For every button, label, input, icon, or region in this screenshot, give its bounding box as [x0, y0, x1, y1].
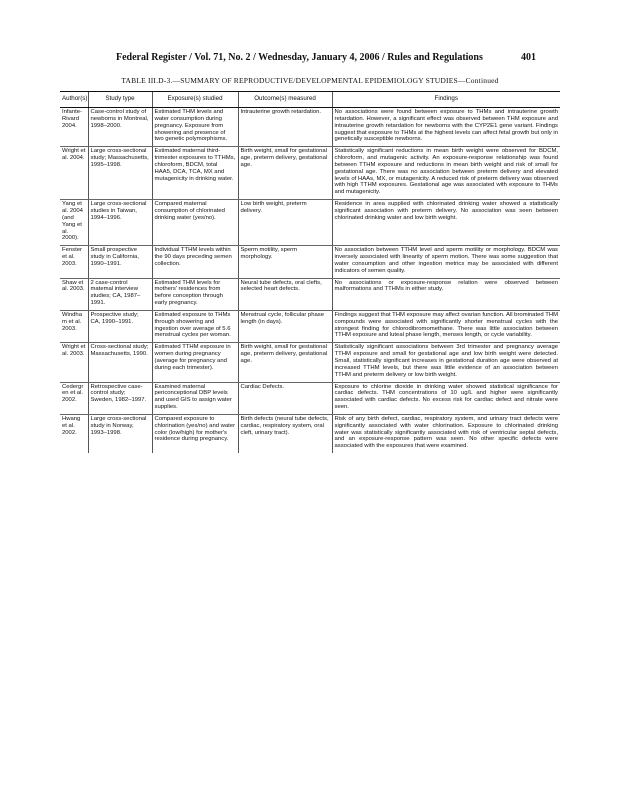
cell-outcome: Birth defects (neural tube defects, cardiac, respiratory system, oral cleft, urinary tract). [238, 414, 332, 453]
cell-author: Fenster et al. 2003. [60, 246, 88, 278]
table-row [60, 147, 560, 200]
cell-findings: Statistically significant associations between 3rd trimester and pregnancy average TTHM exposure and small for gestational age and low birth weight were detected. Small, statistically significant increases in gestational duration age were observed at increased TTHM levels, but there was little evidence of an association between TTHM and preterm delivery or low birth weight. [332, 343, 560, 382]
cell-findings: Exposure to chlorine dioxide in drinking water showed statistical significance for cardiac defects. THM concentrations of 10 ug/L and higher were significantly associated with cardiac defects. No excess risk for cardiac defect and nitrate were seen. [332, 382, 560, 414]
cell-findings: No associations or exposure-response relation were observed between malformations and TTHMs in either study. [332, 278, 560, 310]
cell-outcome: Cardiac Defects. [238, 382, 332, 414]
running-title: Federal Register / Vol. 71, No. 2 / Wednesday, January 4, 2006 / Rules and Regulations [116, 52, 483, 63]
cell-findings: Residence in area supplied with chlorinated drinking water showed a statistically significant association with preterm delivery. No association was seen between chlorinated drinking water and low birth weight. [332, 200, 560, 246]
column-header-exposure: Exposure(s) studied [152, 92, 238, 108]
cell-exposure: Estimated TTHM exposure in women during pregnancy (average for pregnancy and during each trimester). [152, 343, 238, 382]
cell-exposure: Compared maternal consumption of chlorinated drinking water (yes/no). [152, 200, 238, 246]
column-header-outcome: Outcome(s) measured [238, 92, 332, 108]
summary-table [60, 91, 560, 453]
cell-findings: No associations were found between exposure to THMs and intrauterine growth retardation. However, a significant effect was observed between THM exposure and intrauterine growth retardation for newborns with the CYP2E1 gene variant. Findings suggest that exposure to THMs at the highest levels can affect fetal growth but only in genetically susceptible newborns. [332, 108, 560, 147]
page-number: 401 [521, 52, 536, 63]
cell-author: Cedergren et al. 2002. [60, 382, 88, 414]
cell-outcome: Neural tube defects, oral clefts, selected heart defects. [238, 278, 332, 310]
column-header-author: Author(s) [60, 92, 88, 108]
cell-outcome: Birth weight, small for gestational age, preterm delivery, gestational age. [238, 147, 332, 200]
cell-author: Hwang et al. 2002. [62, 415, 81, 436]
cell-exposure: Examined maternal periconceptional DBP levels and used GIS to assign water supplies. [152, 382, 238, 414]
table-row [60, 414, 560, 453]
table-row [60, 246, 560, 278]
table-row [60, 200, 560, 246]
cell-study-type: Cross-sectional study; Massachusetts, 1990. [88, 343, 152, 382]
table-row [60, 343, 560, 382]
table-row [60, 108, 560, 147]
table-header-row [60, 92, 560, 108]
table-row [60, 278, 560, 310]
table-caption: TABLE III.D-3.—SUMMARY OF REPRODUCTIVE/DEVELOPMENTAL EPIDEMIOLOGY STUDIES—Continued [121, 76, 499, 85]
cell-author: Yang et al. 2004 (and Yang et al. 2000). [60, 200, 88, 246]
cell-study-type: Large cross-sectional studies in Taiwan, 1994–1996. [88, 200, 152, 246]
running-header [0, 52, 618, 68]
cell-findings: No association between TTHM level and sperm motility or morphology. BDCM was inversely associated with linearity of sperm motion. There was some suggestion that water consumption and other ingestion metrics may be associated with different indicators of semen quality. [332, 246, 560, 278]
cell-study-type: 2 case-control matemal interview studies; CA, 1987–1991. [88, 278, 152, 310]
cell-study-type: Retrospective case-control study; Sweden, 1982–1997. [88, 382, 152, 414]
cell-study-type: Prospective study; CA, 1990–1991. [88, 310, 152, 342]
cell-author: Infante-Rivard 2004. [60, 108, 88, 147]
cell-author: Wright et al. 2004. [60, 147, 88, 200]
cell-study-type: Case-control study of newborns in Montreal, 1998–2000. [88, 108, 152, 147]
cell-exposure: Estimated THM levels and water consumption during pregnancy. Exposure from showering and presence of two genetic polymorphisms. [152, 108, 238, 147]
cell-findings: Findings suggest that THM exposure may affect ovarian function. All brominated THM compounds were associated with significantly shorter menstrual cycles with the strongest finding for chlorodibromomethane. There was little association between TTHM exposure and luteal phase length, menses length, or cycle variability. [332, 310, 560, 342]
cell-exposure: Individual TTHM levels within the 90 days preceding semen collection. [152, 246, 238, 278]
cell-outcome: Menstrual cycle, follicular phase length (in days). [238, 310, 332, 342]
cell-findings: Statistically significant reductions in mean birth weight were observed for BDCM, chloroform, and mutagenic activity. An exposure-response relationship was found between TTHM exposure and reductions in mean birth weight and risk of small for gestational age. There was no association between preterm delivery and elevated levels of HAAs, MX, or mutagenicity. A reduced risk of preterm delivery was observed with high TTHM exposures. Gestational age was associated with exposure to THMs and mutagenicity. [332, 147, 560, 200]
cell-study-type: Small prospective study in California, 1990–1991. [88, 246, 152, 278]
cell-exposure: Estimated exposure to THMs through showering and ingestion over average of 5.6 menstrual cycles per woman. [152, 310, 238, 342]
cell-exposure: Estimated THM levels for mothers' residences from before conception through early pregnancy. [152, 278, 238, 310]
cell-outcome: Birth weight, small for gestational age, preterm delivery, gestational age. [238, 343, 332, 382]
column-header-study-type: Study type [88, 92, 152, 108]
cell-author: Wright et al. 2003. [60, 343, 88, 382]
cell-exposure: Estimated maternal third-trimester exposures to TTHMs, chloroform, BDCM, total HAA5, DCA, TCA, MX and mutagenicity in drinking water. [152, 147, 238, 200]
cell-author: Shaw et al. 2003. [60, 278, 88, 310]
cell-study-type: Large cross-sectional study in Norway, 1993–1998. [88, 414, 152, 453]
table-row [60, 382, 560, 414]
cell-exposure: Compared exposure to chlorination (yes/no) and water color (low/high) for mother's residence during pregnancy. [152, 414, 238, 453]
column-header-findings: Findings [332, 92, 560, 108]
cell-author: Windham et al. 2003. [60, 310, 88, 342]
cell-study-type: Large cross-sectional study; Massachusetts, 1995–1998. [88, 147, 152, 200]
cell-outcome: Intrauterine growth retardation. [238, 108, 332, 147]
cell-outcome: Sperm motility, sperm morphology. [238, 246, 332, 278]
cell-outcome: Low birth weight, preterm delivery. [238, 200, 332, 246]
table-row [60, 310, 560, 342]
cell-findings: Risk of any birth defect, cardiac, respiratory system, and urinary tract defects were significantly associated with water chlorination. Exposure to chlorinated drinking water was statistically significantly associated with risk of ventricular septal defects, and an exposure-response pattern was seen. No other specific defects were associated with the exposures that were examined. [332, 414, 560, 453]
